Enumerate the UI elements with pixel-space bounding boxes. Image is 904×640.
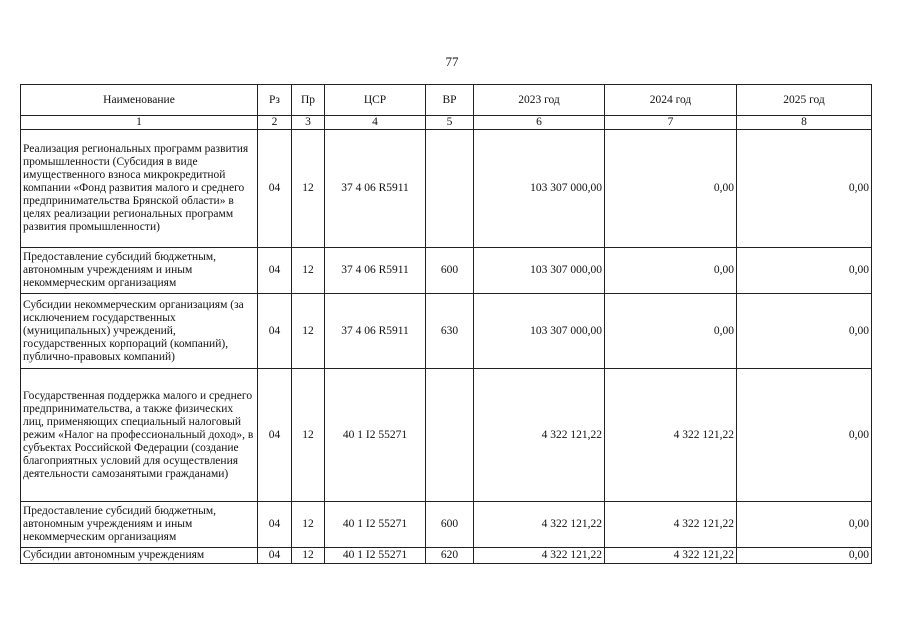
column-index-row: [21, 116, 872, 130]
row-2024: 4 322 121,22: [605, 502, 737, 548]
row-2024: 0,00: [605, 130, 737, 248]
row-vr: 600: [426, 248, 474, 294]
column-index-cell: 6: [474, 116, 605, 130]
row-2025: 0,00: [737, 248, 872, 294]
row-name: Предоставление субсидий бюджетным, автономным учреждениям и иным некоммерческим организациям: [21, 502, 258, 548]
row-rz: 04: [258, 130, 292, 248]
row-2024: 4 322 121,22: [605, 548, 737, 564]
row-vr: [426, 369, 474, 502]
row-2024: 4 322 121,22: [605, 369, 737, 502]
budget-table: [20, 84, 872, 564]
row-pr: 12: [292, 369, 325, 502]
table-row: [21, 130, 872, 248]
table-row: [21, 294, 872, 369]
row-rz: 04: [258, 502, 292, 548]
row-rz: 04: [258, 294, 292, 369]
row-csr: 40 1 I2 55271: [325, 548, 426, 564]
table-row: [21, 248, 872, 294]
column-index-cell: 4: [325, 116, 426, 130]
row-rz: 04: [258, 248, 292, 294]
row-name: Предоставление субсидий бюджетным, автономным учреждениям и иным некоммерческим организациям: [21, 248, 258, 294]
header-vr: ВР: [426, 85, 474, 116]
row-csr: 40 1 I2 55271: [325, 369, 426, 502]
row-vr: [426, 130, 474, 248]
row-pr: 12: [292, 502, 325, 548]
row-rz: 04: [258, 548, 292, 564]
table-row: [21, 548, 872, 564]
row-pr: 12: [292, 248, 325, 294]
header-row: [21, 85, 872, 116]
page-number: 77: [445, 54, 459, 69]
row-2025: 0,00: [737, 502, 872, 548]
header-pr: Пр: [292, 85, 325, 116]
row-2023: 4 322 121,22: [474, 502, 605, 548]
row-2023: 4 322 121,22: [474, 369, 605, 502]
row-2025: 0,00: [737, 294, 872, 369]
row-2023: 103 307 000,00: [474, 294, 605, 369]
row-rz: 04: [258, 369, 292, 502]
row-pr: 12: [292, 294, 325, 369]
column-index-cell: 7: [605, 116, 737, 130]
row-name: Государственная поддержка малого и среднего предпринимательства, а также физических лиц, применяющих специальный налоговый режим «Налог на профессиональный доход», в субъектах Российской Федерации (создание благоприятных условий для осуществления деятельности самозанятыми гражданами): [21, 369, 258, 502]
row-2025: 0,00: [737, 130, 872, 248]
row-name: Реализация региональных программ развития промышленности (Субсидия в виде имущественного взноса микрокредитной компании «Фонд развития малого и среднего предпринимательства Брянской области» в целях реализации региональных программ развития промышленности): [21, 130, 258, 248]
row-csr: 40 1 I2 55271: [325, 502, 426, 548]
column-index-cell: 8: [737, 116, 872, 130]
header-2025: 2025 год: [737, 85, 872, 116]
row-csr: 37 4 06 R5911: [325, 248, 426, 294]
row-csr: 37 4 06 R5911: [325, 294, 426, 369]
row-2025: 0,00: [737, 369, 872, 502]
header-rz: Рз: [258, 85, 292, 116]
header-csr: ЦСР: [325, 85, 426, 116]
row-vr: 630: [426, 294, 474, 369]
row-2025: 0,00: [737, 548, 872, 564]
row-vr: 600: [426, 502, 474, 548]
row-2024: 0,00: [605, 248, 737, 294]
row-name: Субсидии автономным учреждениям: [21, 548, 258, 564]
row-name: Субсидии некоммерческим организациям (за исключением государственных (муниципальных) учреждений, государственных корпораций (компаний), публично-правовых компаний): [21, 294, 258, 369]
row-2023: 4 322 121,22: [474, 548, 605, 564]
row-2024: 0,00: [605, 294, 737, 369]
table-row: [21, 369, 872, 502]
row-2023: 103 307 000,00: [474, 248, 605, 294]
column-index-cell: 1: [21, 116, 258, 130]
row-pr: 12: [292, 130, 325, 248]
table-row: [21, 502, 872, 548]
header-2023: 2023 год: [474, 85, 605, 116]
column-index-cell: 3: [292, 116, 325, 130]
header-2024: 2024 год: [605, 85, 737, 116]
column-index-cell: 2: [258, 116, 292, 130]
column-index-cell: 5: [426, 116, 474, 130]
row-csr: 37 4 06 R5911: [325, 130, 426, 248]
header-name: Наименование: [21, 85, 258, 116]
row-2023: 103 307 000,00: [474, 130, 605, 248]
row-vr: 620: [426, 548, 474, 564]
row-pr: 12: [292, 548, 325, 564]
